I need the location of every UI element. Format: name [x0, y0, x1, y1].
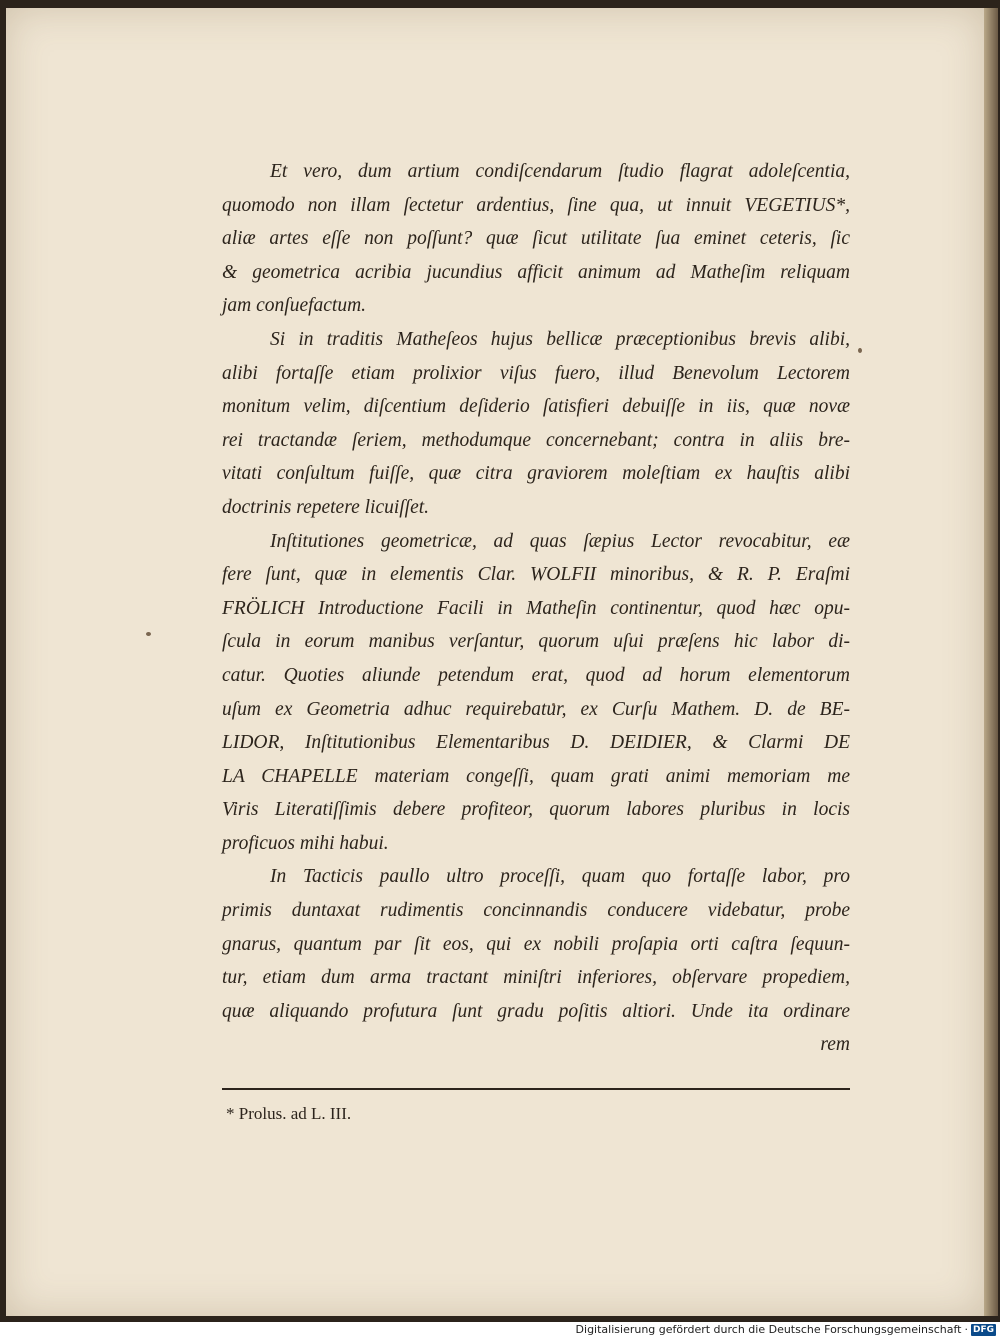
footnote: * Prolus. ad L. III.: [226, 1104, 352, 1123]
text-line: Si in traditis Matheſeos hujus bellicæ præceptionibus brevis alibi,: [270, 328, 850, 350]
text-line: & geometrica acribia jucundius afficit animum ad Matheſim reliquam: [222, 261, 850, 283]
body-text: [222, 155, 850, 1062]
text-line: catur. Quoties aliunde petendum erat, quod ad horum elementorum: [222, 664, 850, 686]
text-line: ſcula in eorum manibus verſantur, quorum uſui præſens hic labor di-: [222, 631, 850, 653]
text-line: quæ aliquando profutura ſunt gradu poſitis altiori. Unde ita ordinare: [222, 1000, 850, 1022]
text-line: FRÖLICH Introductione Facili in Matheſin continentur, quod hæc opu-: [222, 597, 850, 619]
text-line: vitati conſultum fuiſſe, quæ citra graviorem moleſtiam ex hauſtis alibi: [222, 463, 850, 485]
text-line: tur, etiam dum arma tractant miniſtri inferiores, obſervare propediem,: [222, 967, 850, 989]
text-line: fere ſunt, quæ in elementis Clar. WOLFII minoribus, & R. P. Eraſmi: [222, 564, 850, 586]
text-line: alibi fortaſſe etiam prolixior viſus fuero, illud Benevolum Lectorem: [222, 362, 850, 384]
dfg-logo: DFG: [972, 1324, 994, 1335]
text-line: doctrinis repetere licuiſſet.: [222, 496, 430, 518]
text-line: proficuos mihi habui.: [222, 832, 389, 854]
paper-speck: [146, 632, 151, 636]
text-line: Inſtitutiones geometricæ, ad quas ſæpius Lector revocabitur, eæ: [270, 530, 850, 552]
paper-speck: [858, 348, 862, 353]
text-line: LA CHAPELLE materiam congeſſi, quam grati animi memoriam me: [222, 765, 850, 787]
separator-dot: ·: [964, 1323, 968, 1336]
text-line: quomodo non illam ſectetur ardentius, ſine qua, ut innuit VEGETIUS*,: [222, 194, 850, 216]
credit-text: Digitalisierung gefördert durch die Deutsche Forschungsgemeinschaft: [575, 1323, 962, 1336]
text-line: gnarus, quantum par ſit eos, qui ex nobili proſapia orti caſtra ſequun-: [222, 933, 850, 955]
catchword: rem: [820, 1034, 850, 1056]
text-line: In Tacticis paullo ultro proceſſi, quam quo fortaſſe labor, pro: [270, 866, 850, 888]
text-line: LIDOR, Inſtitutionibus Elementaribus D. DEIDIER, & Clarmi DE: [222, 732, 850, 754]
footnote-rule: [222, 1088, 850, 1090]
page-edge: [984, 8, 998, 1316]
text-line: monitum velim, diſcentium deſiderio ſatisfieri debuiſſe in iis, quæ novæ: [222, 396, 850, 418]
text-line: uſum ex Geometria adhuc requirebatur, ex Curſu Mathem. D. de BE-: [222, 698, 850, 720]
text-line: rei tractandæ ſeriem, methodumque concernebant; contra in aliis bre-: [222, 429, 850, 451]
text-line: aliæ artes eſſe non poſſunt? quæ ſicut utilitate ſua eminet ceteris, ſic: [222, 228, 850, 250]
text-line: Et vero, dum artium condiſcendarum ſtudio flagrat adoleſcentia,: [270, 161, 850, 182]
digitization-credit: [576, 1323, 996, 1336]
text-line: jam conſuefactum.: [222, 295, 367, 317]
text-line: Viris Literatiſſimis debere profiteor, quorum labores pluribus in locis: [222, 799, 850, 821]
text-line: primis duntaxat rudimentis concinnandis conducere videbatur, probe: [222, 900, 850, 922]
